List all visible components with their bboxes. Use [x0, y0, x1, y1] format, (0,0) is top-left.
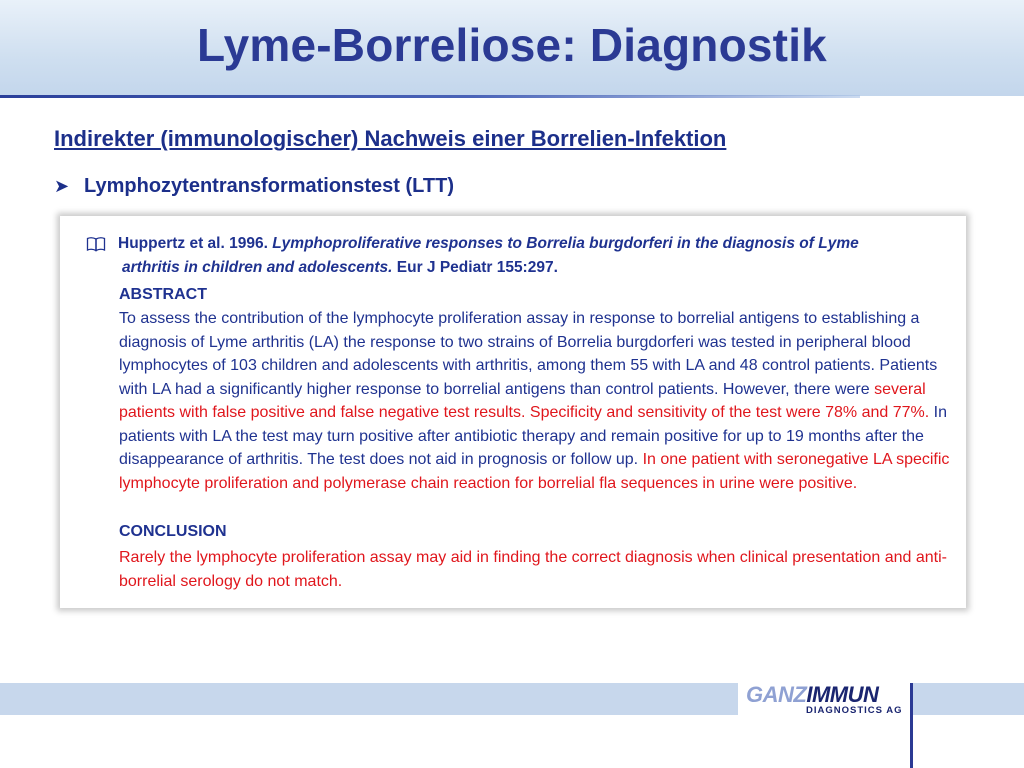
abstract-text-1: To assess the contribution of the lymphocyte proliferation assay in response to borrelial antigens to establishing a diagnosis of Lyme arthritis (LA) the response to two strains of Borrelia burgdorferi was tested in peripheral blood lymphocytes of 103 children and adolescents with arthritis, among them 55 with LA and 48 control patients. Patients with LA had a significantly higher response to borrelial antigens than control patients. However, there were — [119, 310, 938, 398]
abstract-highlight-1: several patients with false positive and false negative test results. Specificity and sensitivity of the test were 78% and 77%. — [119, 380, 930, 421]
citation — [118, 232, 953, 280]
logo-divider — [910, 683, 913, 768]
book-icon — [86, 236, 106, 252]
bullet-label: Lymphozytentransformationstest (LTT) — [84, 175, 455, 197]
conclusion-body: Rarely the lymphocyte proliferation assay may aid in finding the correct diagnosis when clinical presentation and anti-borrelial serology do not match. — [119, 549, 947, 590]
logo-tagline: DIAGNOSTICS AG — [806, 705, 903, 716]
abstract-box — [60, 216, 966, 608]
abstract-highlight-2: In one patient with seronegative LA specific lymphocyte proliferation and polymerase chain reaction for borrelial fla sequences in urine were positive. — [119, 451, 950, 492]
conclusion-heading: CONCLUSION — [119, 523, 227, 540]
citation-authors: Huppertz et al. 1996. — [118, 235, 273, 252]
company-logo — [738, 680, 910, 720]
citation-title-part1: Lymphoproliferative responses to Borrelia burgdorferi in the diagnosis of Lyme — [272, 235, 859, 252]
logo-ganz: GANZ — [746, 682, 807, 707]
header-divider — [0, 95, 860, 98]
slide-subtitle: Indirekter (immunologischer) Nachweis einer Borrelien-Infektion — [54, 126, 727, 151]
logo-immun: IMMUN — [806, 682, 879, 707]
slide-title: Lyme-Borreliose: Diagnostik — [197, 19, 827, 71]
abstract-text-2: In patients with LA the test may turn positive after antibiotic therapy and remain positive for up to 19 months after the disappearance of arthritis. The test does not aid in prognosis or follow up. — [119, 404, 948, 468]
citation-title-part2: arthritis in children and adolescents. — [122, 259, 393, 276]
citation-journal: Eur J Pediatr 155:297. — [392, 259, 558, 276]
bullet-item — [54, 175, 454, 198]
arrow-bullet-icon: ➤ — [54, 176, 70, 196]
abstract-heading: ABSTRACT — [119, 286, 207, 303]
abstract-body — [119, 307, 954, 495]
